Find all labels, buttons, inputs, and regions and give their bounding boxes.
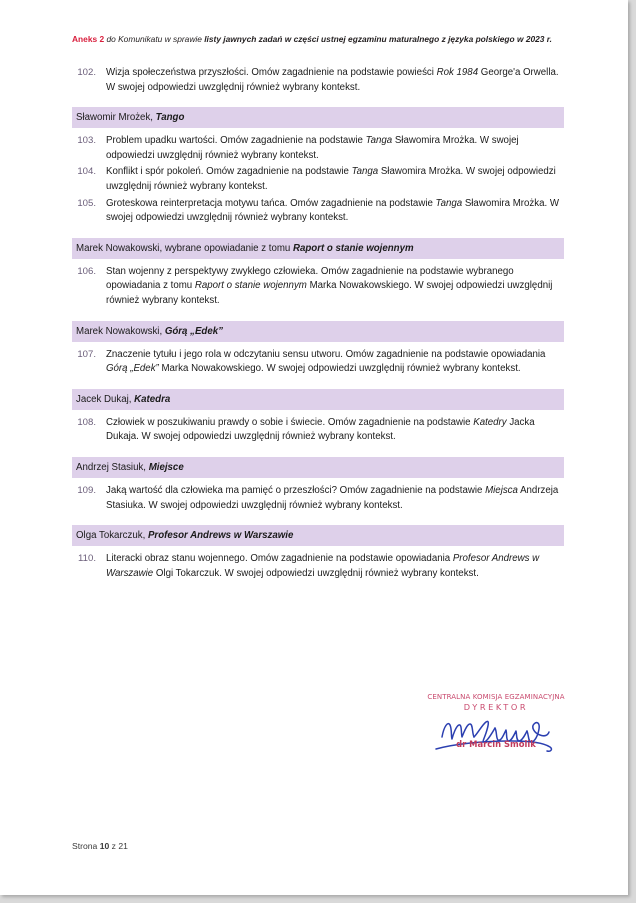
section-heading-title: Profesor Andrews w Warszawie (147, 530, 294, 542)
task-text-post: Marka Nowakowskiego. W swojej odpowiedzi uwzględnij również wybrany kontekst. (106, 280, 553, 306)
section-heading-title: Katedra (134, 393, 171, 405)
task-text-pre: Konflikt i spór pokoleń. Omów zagadnienie na podstawie (106, 166, 352, 178)
section-heading-title: Raport o stanie wojennym (293, 242, 414, 254)
running-head-mid-text: do Komunikatu w sprawie (104, 34, 205, 44)
running-head-aneks-label: Aneks 2 (72, 34, 105, 44)
section-heading-title: Tango (155, 112, 185, 124)
task-work-title: Raport o stanie wojennym (194, 280, 307, 292)
task-text (106, 134, 564, 163)
task-text-post: Olgi Tokarczuk. W swojej odpowiedzi uwzględnij również wybrany kontekst. (153, 567, 479, 579)
task-item (72, 416, 564, 445)
task-work-title: Tanga (435, 197, 463, 209)
footer-prefix: Strona (72, 841, 100, 851)
task-item (72, 552, 564, 581)
handwritten-signature-icon (416, 713, 576, 757)
task-text-pre: Jaką wartość dla człowieka ma pamięć o przeszłości? Omów zagadnienie na podstawie (106, 484, 486, 496)
running-head (72, 33, 564, 45)
section-heading-author: Jacek Dukaj, (76, 393, 135, 405)
task-number: 108. (77, 416, 96, 428)
task-text-pre: Literacki obraz stanu wojennego. Omów zagadnienie na podstawie opowiadania (106, 553, 453, 565)
task-item (72, 165, 564, 194)
task-text (106, 165, 564, 194)
signature-block (408, 692, 584, 770)
task-number: 109. (77, 484, 96, 496)
task-number: 102. (77, 67, 96, 78)
task-number: 107. (77, 348, 96, 360)
task-work-title: Tanga (365, 135, 393, 147)
task-item (72, 348, 564, 377)
task-text (106, 348, 564, 377)
task-text-pre: Człowiek w poszukiwaniu prawdy o sobie i świecie. Omów zagadnienie na podstawie (106, 416, 474, 428)
task-number: 106. (77, 265, 96, 277)
task-text-post: George'a Orwella. W swojej odpowiedzi uwzględnij również wybrany kontekst. (106, 67, 559, 93)
section-heading (72, 321, 564, 342)
task-text-post: Andrzeja Stasiuka. W swojej odpowiedzi uwzględnij również wybrany kontekst. (106, 484, 559, 511)
task-item (72, 484, 564, 513)
section-heading-author: Marek Nowakowski, (76, 325, 165, 337)
task-text (106, 484, 564, 513)
section-heading (72, 107, 564, 128)
signature-name: dr Marcin Smolik (456, 739, 536, 749)
section-heading-title: Miejsce (148, 461, 184, 473)
signature-organisation: CENTRALNA KOMISJA EGZAMINACYJNA (427, 692, 565, 701)
task-text-pre: Wizja społeczeństwa przyszłości. Omów zagadnienie na podstawie powieści (106, 67, 437, 78)
task-text (106, 66, 564, 95)
task-work-title: Katedry (473, 416, 507, 428)
task-number: 103. (77, 135, 96, 147)
task-text-post: Jacka Dukaja. W swojej odpowiedzi uwzględnij również wybrany kontekst. (106, 416, 535, 443)
task-work-title: Miejsca (485, 484, 518, 496)
task-text-pre: Znaczenie tytułu i jego rola w odczytaniu sensu utworu. Omów zagadnienie na podstawie opowiadania (106, 348, 546, 360)
footer-suffix: z 21 (109, 841, 128, 851)
task-text-pre: Problem upadku wartości. Omów zagadnienie na podstawie (106, 135, 366, 147)
section-heading-author: Sławomir Mrożek, (76, 112, 156, 124)
section-heading (72, 238, 564, 259)
task-text (106, 197, 564, 226)
page-footer (72, 840, 128, 852)
task-item (72, 134, 564, 163)
task-number: 104. (77, 166, 96, 178)
task-item (72, 197, 564, 226)
section-heading-author: Marek Nowakowski, wybrane opowiadanie z tomu (76, 242, 293, 254)
task-text (106, 552, 564, 581)
section-heading-author: Olga Tokarczuk, (76, 530, 148, 542)
task-work-title: Profesor Andrews w Warszawie (106, 553, 540, 579)
task-text-post: Sławomira Mrożka. W swojej odpowiedzi uwzględnij również wybrany kontekst. (106, 135, 519, 161)
task-text-pre: Groteskowa reinterpretacja motywu tańca. Omów zagadnienie na podstawie (106, 197, 436, 209)
section-heading (72, 389, 564, 410)
task-text-pre: Stan wojenny z perspektywy zwykłego człowieka. Omów zagadnienie na podstawie wybranego opowiadania z tomu (106, 265, 514, 292)
signature-role: DYREKTOR (463, 702, 529, 712)
task-text-post: Sławomira Mrożka. W swojej odpowiedzi uwzględnij również wybrany kontekst. (106, 197, 560, 224)
section-heading-author: Andrzej Stasiuk, (76, 461, 149, 473)
running-head-emphasis: listy jawnych zadań w części ustnej egzaminu maturalnego z języka polskiego (204, 34, 515, 44)
task-text (106, 265, 564, 309)
task-item (72, 265, 564, 309)
task-text-post: Sławomira Mrożka. W swojej odpowiedzi uwzględnij również wybrany kontekst. (106, 166, 556, 192)
task-list (72, 66, 564, 583)
task-item (72, 66, 564, 95)
task-work-title: Rok 1984 (436, 67, 479, 78)
task-work-title: Górą „Edek” (106, 363, 159, 375)
task-work-title: Tanga (351, 166, 379, 178)
task-number: 105. (77, 197, 96, 209)
section-heading (72, 457, 564, 478)
section-heading-title: Górą „Edek” (164, 325, 223, 337)
section-heading (72, 525, 564, 546)
running-head-tail: w 2023 r. (514, 34, 552, 44)
task-number: 110. (78, 553, 96, 565)
task-text-post: Marka Nowakowskiego. W swojej odpowiedzi uwzględnij również wybrany kontekst. (158, 363, 521, 375)
task-text (106, 416, 564, 445)
footer-page-number: 10 (99, 841, 110, 851)
